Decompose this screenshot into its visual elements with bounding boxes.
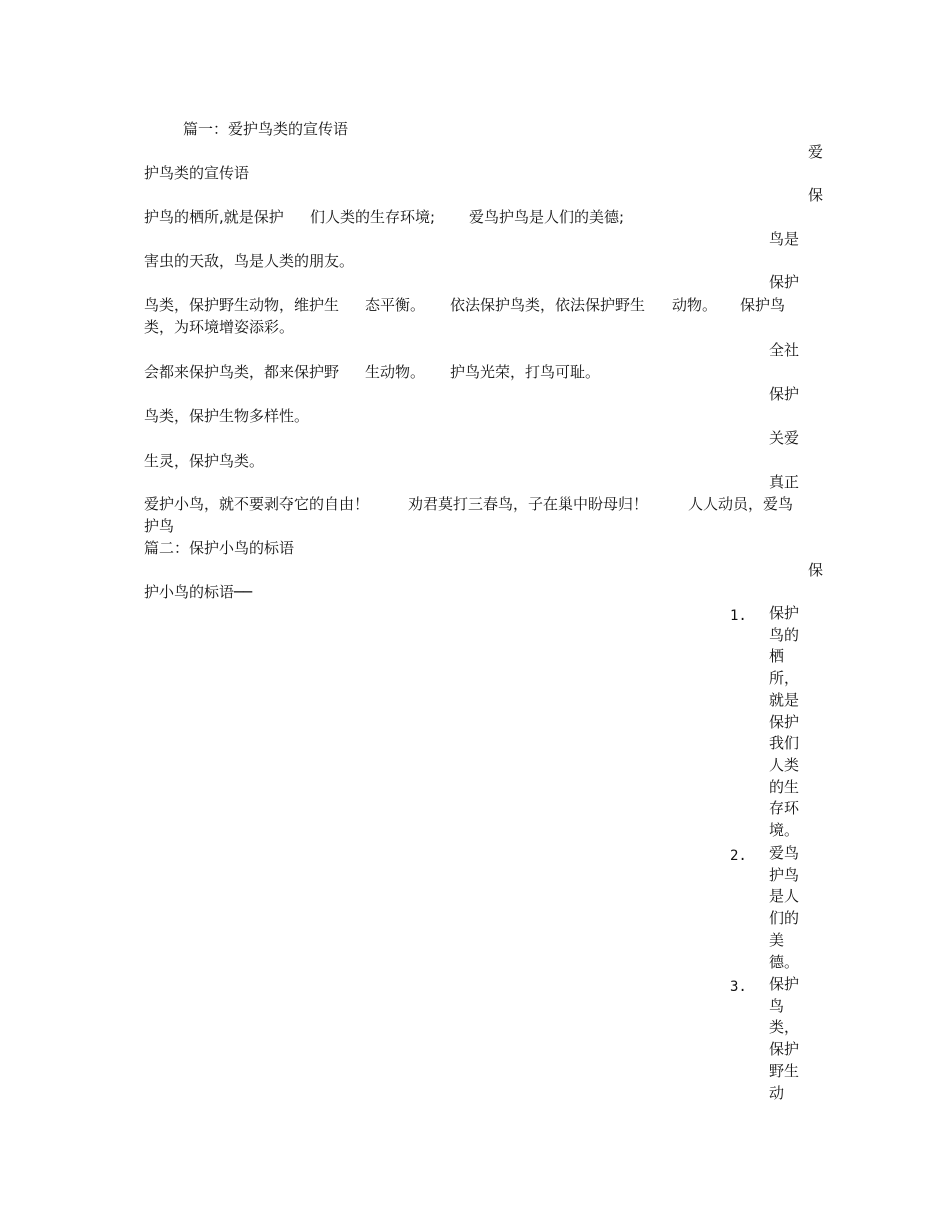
text-segment: 动物。 [672,296,718,314]
list-item-number: 2. [730,848,747,864]
side-word: 保 [808,186,824,204]
side-word: 真正 [769,473,800,491]
list-item-text: 爱鸟护鸟是人们的美德。 [769,844,800,971]
text-line: 鸟类，保护生物多样性。 [144,407,310,425]
text-line: 害虫的天敌，鸟是人类的朋友。 [144,252,355,270]
text-segment: 人人动员，爱鸟 [688,495,794,513]
heading-tail: 护小鸟的标语── [144,583,253,601]
side-word: 保 [808,561,824,579]
text-line: 类，为环境增姿添彩。 [144,318,295,336]
text-segment: 护鸟的栖所,就是保护 [144,208,284,226]
text-segment: 会都来保护鸟类，都来保护野 [144,363,340,381]
text-segment: 爱鸟护鸟是人们的美德; [469,208,625,226]
section-title: 篇一：爱护鸟类的宣传语 [183,120,349,138]
side-word: 鸟是 [769,230,800,248]
text-segment: 态平衡。 [365,296,426,314]
side-word: 保护 [769,385,800,403]
text-segment: 保护鸟 [740,296,786,314]
list-item-text: 保护鸟类，保护野生动 [769,975,800,1102]
text-segment: 护鸟光荣，打鸟可耻。 [450,363,601,381]
text-line: 生灵，保护鸟类。 [144,452,265,470]
text-segment: 们人类的生存环境; [310,208,436,226]
text-segment: 鸟类，保护野生动物，维护生 [144,296,340,314]
list-item-number: 3. [730,979,747,995]
side-word: 保护 [769,273,800,291]
side-word: 关爱 [769,429,800,447]
list-item-number: 1. [730,608,747,624]
text-segment: 劝君莫打三春鸟，子在巢中盼母归！ [408,495,649,513]
section-title: 篇二：保护小鸟的标语 [144,539,295,557]
side-word: 全社 [769,341,800,359]
heading-tail: 护鸟类的宣传语 [144,164,250,182]
text-segment: 生动物。 [365,363,426,381]
text-line: 护鸟 [144,517,175,535]
side-word: 爱 [808,143,824,161]
list-item-text: 保护鸟的栖所，就是保护我们人类的生存环境。 [769,604,800,840]
text-segment: 爱护小鸟，就不要剥夺它的自由！ [144,495,370,513]
text-segment: 依法保护鸟类，依法保护野生 [450,296,646,314]
